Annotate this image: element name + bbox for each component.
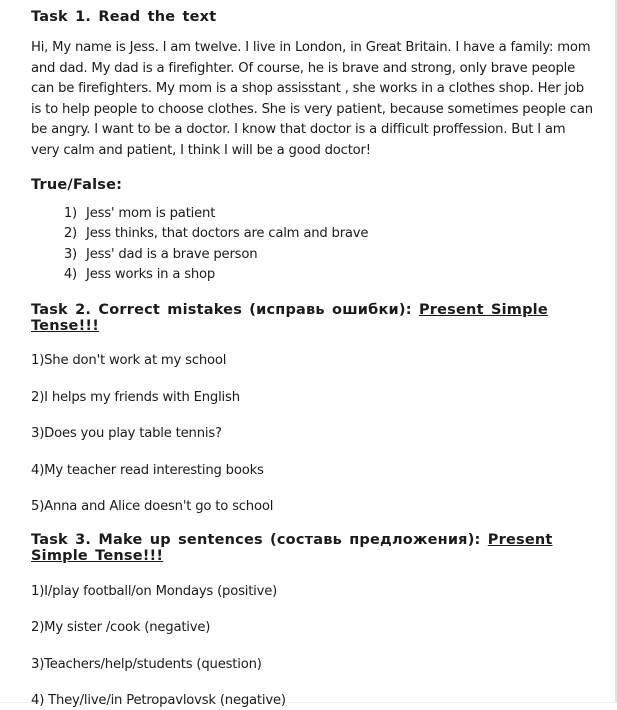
task3-heading-prefix: Task 3. Make up sentences (составь предложения): xyxy=(31,532,488,549)
exercise-sentence: 2)My sister /cook (negative) xyxy=(31,620,211,636)
exercise-sentence: 2)I helps my friends with English xyxy=(31,389,240,405)
true-false-item xyxy=(57,224,591,245)
task2-heading-tense-label: Present Simple Tense!!! xyxy=(31,301,548,334)
task1-reading-paragraph: Hi, My name is Jess. I am twelve. I live in London, in Great Britain. I have a family: mom and dad. My dad is a firefighter. Of course, he is brave and strong, only brave people can be firefighters. My mom is a shop assisstant , she works in a clothes shop. Her job is to help people to choose clothes. She is very patient, because sometimes people can be angry. I want to be a doctor. I know that doctor is a difficult proffession. But I am very calm and patient, I think I will be a good doctor! xyxy=(31,40,593,158)
true-false-heading: True/False: xyxy=(31,176,123,193)
true-false-item-text: Jess' dad is a brave person xyxy=(86,246,258,262)
true-false-item-text: Jess works in a shop xyxy=(86,267,216,283)
exercise-sentence: 1)She don't work at my school xyxy=(31,353,227,369)
true-false-item-number: 1) xyxy=(63,205,77,221)
task2-heading xyxy=(31,302,591,334)
true-false-item xyxy=(57,245,591,266)
task3-exercise-list xyxy=(31,583,591,710)
true-false-item-number: 4) xyxy=(63,267,77,283)
exercise-sentence: 1)I/play football/on Mondays (positive) xyxy=(31,583,278,599)
true-false-item-number: 2) xyxy=(63,226,77,242)
task2-exercise-list xyxy=(31,352,591,516)
exercise-sentence: 3)Does you play table tennis? xyxy=(31,426,222,442)
true-false-item-number: 3) xyxy=(63,246,77,262)
true-false-list xyxy=(31,204,591,286)
task1-heading: Task 1. Read the text xyxy=(31,9,217,25)
true-false-item xyxy=(57,204,591,225)
exercise-sentence: 3)Teachers/help/students (question) xyxy=(31,656,262,672)
exercise-sentence: 4) They/live/in Petropavlovsk (negative) xyxy=(31,693,286,709)
exercise-sentence: 5)Anna and Alice doesn't go to school xyxy=(31,499,274,515)
true-false-item xyxy=(57,265,591,286)
exercise-sentence: 4)My teacher read interesting books xyxy=(31,462,264,478)
task3-heading xyxy=(31,532,591,564)
task3-heading-tense-label: Present Simple Tense!!! xyxy=(31,532,553,565)
task2-heading-prefix: Task 2. Correct mistakes (исправь ошибки): xyxy=(31,301,419,318)
true-false-item-text: Jess' mom is patient xyxy=(86,205,216,221)
true-false-item-text: Jess thinks, that doctors are calm and brave xyxy=(86,226,369,242)
